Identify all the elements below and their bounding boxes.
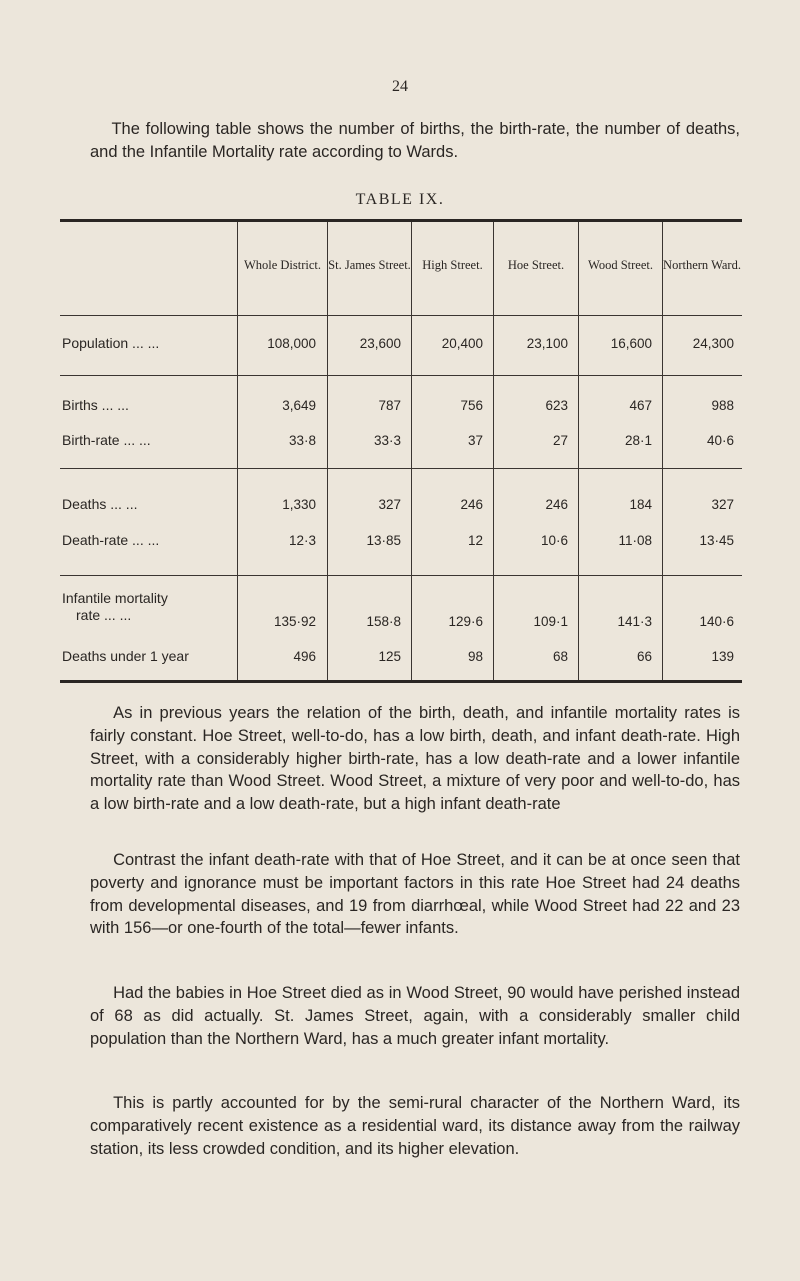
table-cell: 24,300 xyxy=(692,336,734,351)
row-label: Death-rate ... ... xyxy=(62,532,160,548)
table-cell: 125 xyxy=(378,649,401,664)
body-paragraph: Had the babies in Hoe Street died as in Wood Street, 90 would have perished instead of 68 as did actually. St. James Street, again, with a considerably smaller child population than the Northern Ward, has a much greater infant mortality. xyxy=(90,984,740,1048)
table-cell: 13·85 xyxy=(366,533,401,548)
column-header: Northern Ward. xyxy=(663,258,741,272)
table-cell: 129·6 xyxy=(448,614,483,629)
table-cell: 158·8 xyxy=(366,614,401,629)
table-cell: 27 xyxy=(552,433,568,448)
table-cell: 66 xyxy=(636,649,652,664)
table-cell: 496 xyxy=(293,649,316,664)
column-header: High Street. xyxy=(422,258,483,272)
table-cell: 40·6 xyxy=(706,433,734,448)
table-cell: 3,649 xyxy=(282,398,316,413)
table-cell: 140·6 xyxy=(699,614,734,629)
table-cell: 108,000 xyxy=(267,336,316,351)
body-paragraph: As in previous years the relation of the birth, death, and infantile mortality rates is fairly constant. Hoe Street, well-to-do, has a low birth, death, and infant death-rate. High Street, with a considerably higher birth-rate, has a low death-rate and a lower infantile mortality rate than Wood Street. Wood Street, a mixture of very poor and well-to-do, has a low birth-rate and a low death-rate, but a high infant death-rate xyxy=(90,704,740,814)
table-cell: 23,600 xyxy=(359,336,401,351)
table-cell: 787 xyxy=(378,398,401,413)
row-label-continued: rate ... ... xyxy=(76,607,132,623)
table-cell: 12·3 xyxy=(288,533,316,548)
page-number: 24 xyxy=(392,78,408,95)
table-cell: 1,330 xyxy=(282,497,316,512)
table-cell: 98 xyxy=(467,649,483,664)
table-cell: 135·92 xyxy=(273,614,316,629)
table-cell: 20,400 xyxy=(441,336,483,351)
body-paragraph: This is partly accounted for by the semi-rural character of the Northern Ward, its comparatively recent existence as a residential ward, its distance away from the railway station, its less crowded condition, and its higher elevation. xyxy=(90,1094,740,1158)
row-label: Births ... ... xyxy=(62,397,129,413)
table-cell: 33·3 xyxy=(373,433,401,448)
column-header: Whole District. xyxy=(243,258,322,272)
table-cell: 988 xyxy=(711,398,734,413)
header-rule xyxy=(60,315,742,316)
column-header: Wood Street. xyxy=(588,258,653,272)
row-label: Birth-rate ... ... xyxy=(62,432,151,448)
table-cell: 756 xyxy=(460,398,483,413)
table-cell: 37 xyxy=(467,433,483,448)
body-paragraph: Contrast the infant death-rate with that of Hoe Street, and it can be at once seen that poverty and ignorance must be important factors in this rate Hoe Street had 24 deaths from developmental diseases, and 19 from diarrhœal, while Wood Street had 22 and 23 with 156—or one-fourth of the total—fewer infants. xyxy=(90,851,740,938)
table-cell: 23,100 xyxy=(526,336,568,351)
table-cell: 12 xyxy=(467,533,483,548)
table-cell: 16,600 xyxy=(610,336,652,351)
table-cell: 327 xyxy=(711,497,734,512)
table-bottom-rule xyxy=(60,680,742,683)
table-cell: 13·45 xyxy=(699,533,734,548)
table-cell: 33·8 xyxy=(288,433,316,448)
table-cell: 246 xyxy=(460,497,483,512)
table-top-rule xyxy=(60,219,742,222)
table-cell: 467 xyxy=(629,398,652,413)
table-cell: 28·1 xyxy=(624,433,652,448)
table-cell: 327 xyxy=(378,497,401,512)
table-cell: 139 xyxy=(711,649,734,664)
group-rule xyxy=(60,375,742,376)
group-rule xyxy=(60,575,742,576)
table-cell: 184 xyxy=(629,497,652,512)
intro-paragraph xyxy=(90,118,740,164)
table-cell: 10·6 xyxy=(540,533,568,548)
column-header: St. James Street. xyxy=(328,258,411,272)
table-cell: 141·3 xyxy=(617,614,652,629)
column-header: Hoe Street. xyxy=(507,258,565,272)
row-label: Infantile mortality xyxy=(62,590,168,606)
table-cell: 109·1 xyxy=(533,614,568,629)
intro-text: The following table shows the number of births, the birth-rate, the number of deaths, and the Infantile Mortality rate according to Wards. xyxy=(90,120,740,161)
row-label: Deaths ... ... xyxy=(62,496,138,512)
table-title: TABLE IX. xyxy=(355,191,445,208)
row-label: Deaths under 1 year xyxy=(62,648,189,664)
table-cell: 246 xyxy=(545,497,568,512)
table-cell: 68 xyxy=(552,649,568,664)
group-rule xyxy=(60,468,742,469)
table-cell: 11·08 xyxy=(618,533,652,548)
row-label: Population ... ... xyxy=(62,335,160,351)
table-cell: 623 xyxy=(545,398,568,413)
